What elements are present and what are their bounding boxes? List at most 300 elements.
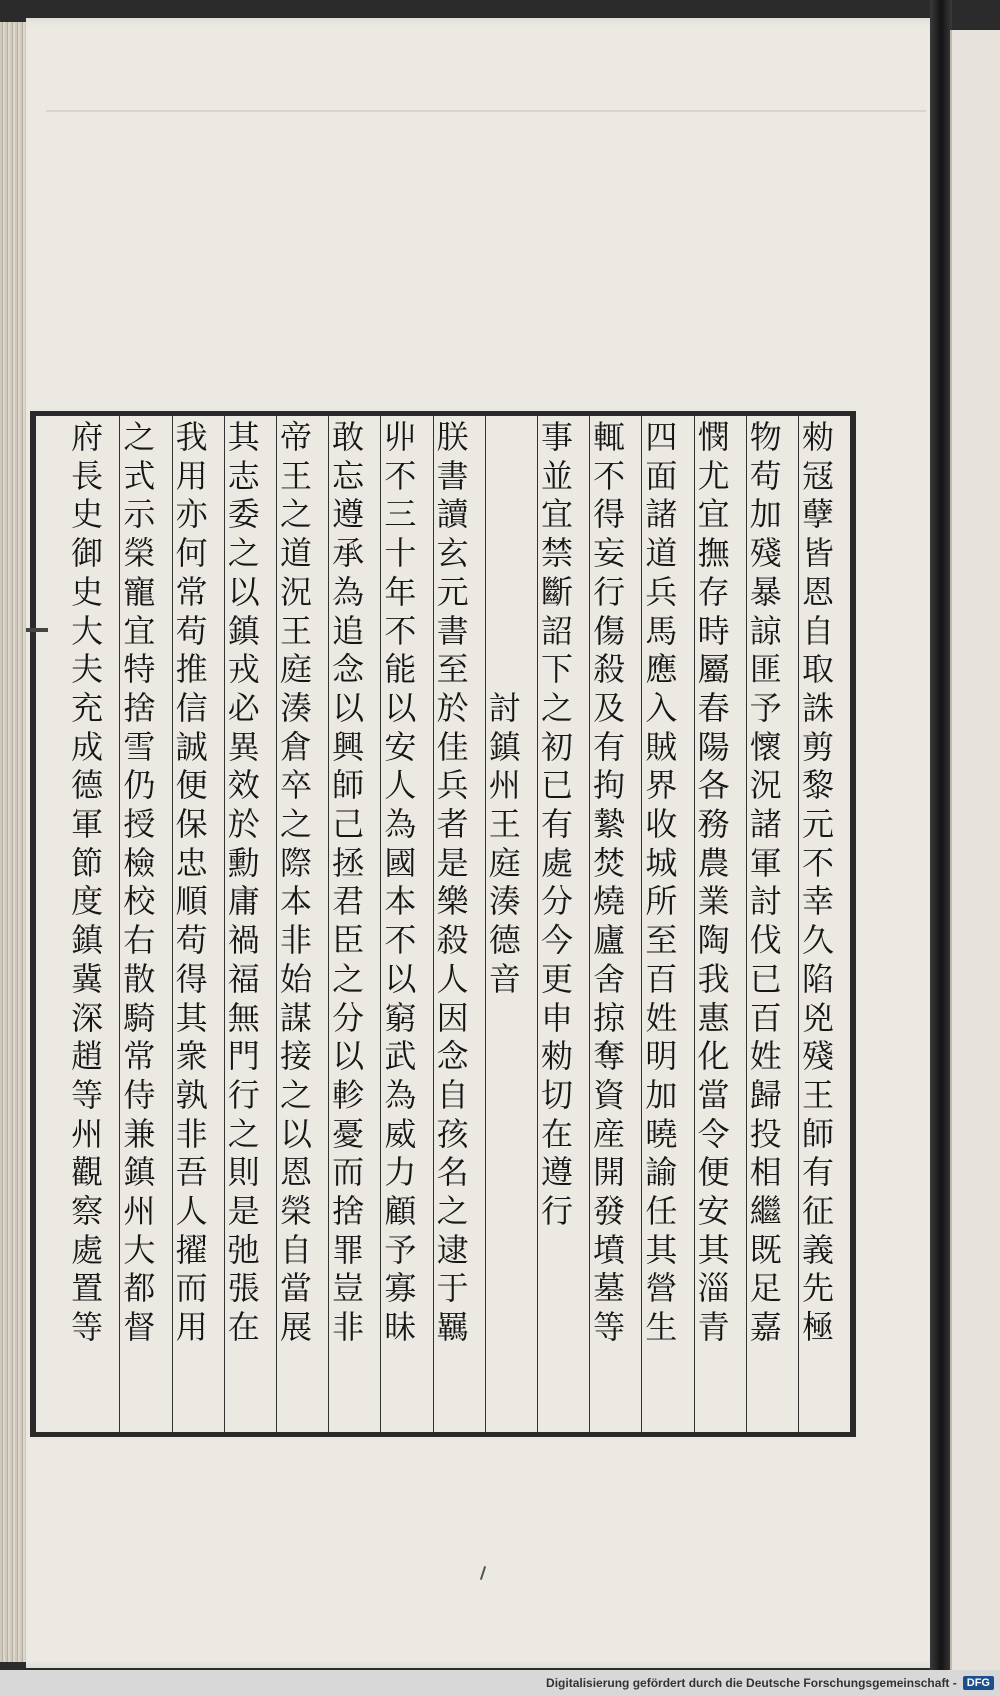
character: 討 (749, 882, 782, 921)
character: 都 (123, 1269, 156, 1308)
character: 事 (540, 418, 573, 456)
character: 王 (279, 611, 312, 650)
character: 奪 (593, 1037, 626, 1076)
character: 戎 (227, 650, 260, 689)
character: 相 (749, 1153, 782, 1192)
character: 威 (384, 1114, 417, 1153)
character: 衆 (175, 1037, 208, 1076)
character: 墓 (593, 1269, 626, 1308)
character: 為 (384, 1075, 417, 1114)
character: 舍 (593, 959, 626, 998)
character: 以 (332, 688, 365, 727)
character: 拯 (332, 843, 365, 882)
character: 得 (593, 495, 626, 534)
character: 陷 (801, 959, 834, 998)
character: 常 (123, 1037, 156, 1076)
character: 孽 (801, 495, 834, 534)
character: 勑 (540, 1037, 573, 1076)
character: 等 (71, 1075, 104, 1114)
character: 信 (175, 688, 208, 727)
character: 不 (593, 456, 626, 495)
character: 十 (384, 534, 417, 573)
character: 因 (436, 998, 469, 1037)
character: 己 (332, 805, 365, 844)
character: 深 (71, 998, 104, 1037)
character: 春 (697, 688, 730, 727)
character: 淄 (697, 1269, 730, 1308)
character: 禁 (540, 534, 573, 573)
character: 用 (175, 1308, 208, 1347)
character: 冦 (801, 456, 834, 495)
character: 門 (227, 1037, 260, 1076)
character: 之 (332, 959, 365, 998)
character: 志 (227, 456, 260, 495)
character: 物 (749, 418, 782, 456)
character: 予 (384, 1230, 417, 1269)
character: 並 (540, 456, 573, 495)
character: 青 (697, 1308, 730, 1347)
character: 羈 (436, 1308, 469, 1347)
character: 庸 (227, 882, 260, 921)
character: 寡 (384, 1269, 417, 1308)
character: 得 (175, 959, 208, 998)
character: 其 (175, 998, 208, 1037)
character: 趙 (71, 1037, 104, 1076)
character: 便 (697, 1153, 730, 1192)
character: 置 (71, 1269, 104, 1308)
character: 道 (279, 534, 312, 573)
character: 惠 (697, 998, 730, 1037)
character: 史 (71, 572, 104, 611)
character: 觀 (71, 1153, 104, 1192)
character: 以 (332, 1037, 365, 1076)
character: 況 (749, 766, 782, 805)
character: 苟 (175, 921, 208, 960)
character: 本 (384, 882, 417, 921)
character: 殘 (749, 534, 782, 573)
character: 大 (123, 1230, 156, 1269)
character: 窮 (384, 998, 417, 1037)
character: 州 (71, 1114, 104, 1153)
character: 於 (227, 805, 260, 844)
character: 則 (227, 1153, 260, 1192)
character: 有 (593, 727, 626, 766)
character: 史 (71, 495, 104, 534)
character: 興 (332, 727, 365, 766)
character: 諸 (645, 495, 678, 534)
character: 異 (227, 727, 260, 766)
text-column (328, 418, 368, 1347)
character: 帝 (279, 418, 312, 456)
character: 佳 (436, 727, 469, 766)
character: 勳 (227, 843, 260, 882)
character: 遵 (540, 1153, 573, 1192)
character: 安 (697, 1192, 730, 1231)
character: 化 (697, 1037, 730, 1076)
character: 於 (436, 688, 469, 727)
character: 廬 (593, 921, 626, 960)
character: 府 (71, 418, 104, 456)
character: 産 (593, 1114, 626, 1153)
character: 況 (279, 572, 312, 611)
character: 明 (645, 1037, 678, 1076)
character: 暴 (749, 572, 782, 611)
character: 之 (123, 418, 156, 456)
character: 常 (175, 572, 208, 611)
character: 示 (123, 495, 156, 534)
character: 軫 (332, 1075, 365, 1114)
character: 元 (436, 572, 469, 611)
character: 授 (123, 805, 156, 844)
text-column (119, 418, 159, 1347)
text-column (641, 418, 681, 1347)
character: 敢 (332, 418, 365, 456)
character: 務 (697, 805, 730, 844)
character: 追 (332, 611, 365, 650)
character: 極 (801, 1308, 834, 1347)
character: 所 (645, 882, 678, 921)
character: 禍 (227, 921, 260, 960)
character: 本 (279, 882, 312, 921)
character: 誠 (175, 727, 208, 766)
character: 以 (279, 1114, 312, 1153)
character: 接 (279, 1037, 312, 1076)
character: 分 (332, 998, 365, 1037)
character: 丱 (384, 418, 417, 456)
character: 必 (227, 688, 260, 727)
character: 念 (436, 1037, 469, 1076)
character: 之 (279, 805, 312, 844)
text-column (224, 418, 264, 1347)
character: 騎 (123, 998, 156, 1037)
character: 自 (436, 1075, 469, 1114)
character: 展 (279, 1308, 312, 1347)
character: 名 (436, 1153, 469, 1192)
character: 者 (436, 805, 469, 844)
character: 之 (279, 495, 312, 534)
character: 元 (801, 805, 834, 844)
character: 軍 (749, 843, 782, 882)
character: 其 (227, 418, 260, 456)
character: 德 (71, 766, 104, 805)
character: 其 (697, 1230, 730, 1269)
character: 殺 (593, 650, 626, 689)
character: 國 (384, 843, 417, 882)
character: 城 (645, 843, 678, 882)
character: 張 (227, 1269, 260, 1308)
character: 而 (175, 1269, 208, 1308)
character: 是 (227, 1192, 260, 1231)
character: 效 (227, 766, 260, 805)
character: 不 (384, 456, 417, 495)
character: 忘 (332, 456, 365, 495)
character: 道 (645, 534, 678, 573)
character: 是 (436, 843, 469, 882)
character: 有 (540, 805, 573, 844)
character: 之 (227, 534, 260, 573)
character: 掠 (593, 998, 626, 1037)
character: 已 (749, 959, 782, 998)
character: 匪 (749, 650, 782, 689)
character: 恩 (801, 572, 834, 611)
character: 征 (801, 1192, 834, 1231)
character: 已 (540, 766, 573, 805)
character: 誅 (801, 688, 834, 727)
character: 始 (279, 959, 312, 998)
character: 百 (645, 959, 678, 998)
character: 賊 (645, 727, 678, 766)
character: 承 (332, 534, 365, 573)
character: 足 (749, 1269, 782, 1308)
character: 令 (697, 1114, 730, 1153)
character: 姓 (749, 1037, 782, 1076)
character: 行 (227, 1075, 260, 1114)
character: 侍 (123, 1075, 156, 1114)
character: 切 (540, 1075, 573, 1114)
character: 界 (645, 766, 678, 805)
character: 時 (697, 611, 730, 650)
character: 姓 (645, 998, 678, 1037)
character: 陽 (697, 727, 730, 766)
character: 擢 (175, 1230, 208, 1269)
character: 至 (436, 650, 469, 689)
character: 鎮 (71, 921, 104, 960)
character: 加 (645, 1075, 678, 1114)
character: 諭 (645, 1153, 678, 1192)
character: 人 (436, 959, 469, 998)
character: 嘉 (749, 1308, 782, 1347)
character: 昧 (384, 1308, 417, 1347)
character: 大 (71, 611, 104, 650)
facing-page-edge (950, 30, 1000, 1670)
character: 御 (71, 534, 104, 573)
footer-credit: Digitalisierung gefördert durch die Deutsche Forschungsgemeinschaft - (546, 1676, 957, 1690)
text-column (694, 418, 734, 1347)
character: 及 (593, 688, 626, 727)
character: 我 (175, 418, 208, 456)
character: 申 (540, 998, 573, 1037)
character: 宜 (123, 611, 156, 650)
character: 仍 (123, 766, 156, 805)
character: 王 (488, 805, 521, 843)
character: 顧 (384, 1192, 417, 1231)
character: 之 (540, 688, 573, 727)
character: 王 (801, 1075, 834, 1114)
character: 軍 (71, 805, 104, 844)
character: 勑 (801, 418, 834, 456)
character: 自 (801, 611, 834, 650)
text-column (589, 418, 629, 1347)
character: 曉 (645, 1114, 678, 1153)
character: 式 (123, 456, 156, 495)
text-column (485, 689, 525, 999)
character: 憂 (332, 1114, 365, 1153)
character: 焚 (593, 843, 626, 882)
character: 右 (123, 921, 156, 960)
character: 逮 (436, 1230, 469, 1269)
character: 能 (384, 650, 417, 689)
character: 音 (488, 959, 521, 998)
text-column (67, 418, 107, 1347)
character: 剪 (801, 727, 834, 766)
character: 恩 (279, 1153, 312, 1192)
character: 節 (71, 843, 104, 882)
character: 非 (332, 1308, 365, 1347)
character: 初 (540, 727, 573, 766)
character: 捨 (332, 1192, 365, 1231)
character: 至 (645, 921, 678, 960)
character: 無 (227, 998, 260, 1037)
character: 不 (384, 921, 417, 960)
character: 謀 (279, 998, 312, 1037)
character: 尤 (697, 456, 730, 495)
character: 殺 (436, 921, 469, 960)
text-column (433, 418, 473, 1347)
character: 我 (697, 959, 730, 998)
character: 先 (801, 1269, 834, 1308)
character: 開 (593, 1153, 626, 1192)
character: 朕 (436, 418, 469, 456)
character: 宜 (540, 495, 573, 534)
footer-bar (0, 1670, 1000, 1696)
character: 安 (384, 727, 417, 766)
character: 庭 (279, 650, 312, 689)
text-column (746, 418, 786, 1347)
character: 之 (279, 1075, 312, 1114)
character: 當 (697, 1075, 730, 1114)
character: 憫 (697, 418, 730, 456)
character: 資 (593, 1075, 626, 1114)
character: 行 (593, 572, 626, 611)
character: 其 (645, 1230, 678, 1269)
character: 夫 (71, 650, 104, 689)
character: 冀 (71, 959, 104, 998)
character: 州 (488, 766, 521, 805)
character: 伐 (749, 921, 782, 960)
character: 傷 (593, 611, 626, 650)
character: 收 (645, 805, 678, 844)
character: 兼 (123, 1114, 156, 1153)
character: 下 (540, 650, 573, 689)
character: 便 (175, 766, 208, 805)
character: 際 (279, 843, 312, 882)
character: 懷 (749, 727, 782, 766)
character: 州 (123, 1192, 156, 1231)
character: 取 (801, 650, 834, 689)
character: 人 (175, 1192, 208, 1231)
character: 兇 (801, 998, 834, 1037)
character: 亦 (175, 495, 208, 534)
character: 為 (384, 805, 417, 844)
character: 散 (123, 959, 156, 998)
character: 分 (540, 882, 573, 921)
character: 面 (645, 456, 678, 495)
character: 黎 (801, 766, 834, 805)
character: 各 (697, 766, 730, 805)
character: 宜 (697, 495, 730, 534)
character: 校 (123, 882, 156, 921)
character: 寵 (123, 572, 156, 611)
character: 諒 (749, 611, 782, 650)
text-column (172, 418, 212, 1347)
character: 發 (593, 1192, 626, 1231)
character: 妄 (593, 534, 626, 573)
character: 之 (436, 1192, 469, 1231)
character: 遵 (332, 495, 365, 534)
character: 于 (436, 1269, 469, 1308)
character: 弛 (227, 1230, 260, 1269)
book-gutter (930, 0, 952, 1696)
character: 久 (801, 921, 834, 960)
character: 斷 (540, 572, 573, 611)
character: 以 (384, 688, 417, 727)
character: 苟 (749, 456, 782, 495)
character: 在 (540, 1114, 573, 1153)
character: 今 (540, 921, 573, 960)
character: 力 (384, 1153, 417, 1192)
character: 湊 (279, 688, 312, 727)
character: 四 (645, 418, 678, 456)
character: 武 (384, 1037, 417, 1076)
character: 討 (488, 688, 521, 727)
character: 師 (332, 766, 365, 805)
character: 義 (801, 1230, 834, 1269)
character: 在 (227, 1308, 260, 1347)
character: 罪 (332, 1230, 365, 1269)
character: 為 (332, 572, 365, 611)
character: 燒 (593, 882, 626, 921)
text-column (537, 418, 577, 1231)
character: 充 (71, 688, 104, 727)
character: 鎮 (488, 727, 521, 766)
character: 保 (175, 805, 208, 844)
character: 當 (279, 1269, 312, 1308)
character: 鎮 (123, 1153, 156, 1192)
character: 庭 (488, 843, 521, 882)
character: 非 (279, 921, 312, 960)
character: 不 (384, 611, 417, 650)
character: 雪 (123, 727, 156, 766)
character: 孩 (436, 1114, 469, 1153)
character: 孰 (175, 1075, 208, 1114)
character: 鎮 (227, 611, 260, 650)
character: 捨 (123, 688, 156, 727)
character: 詔 (540, 611, 573, 650)
character: 察 (71, 1192, 104, 1231)
character: 既 (749, 1230, 782, 1269)
text-column (798, 418, 838, 1347)
character: 入 (645, 688, 678, 727)
page-crease (46, 110, 926, 112)
character: 何 (175, 534, 208, 573)
character: 順 (175, 882, 208, 921)
character: 縶 (593, 805, 626, 844)
character: 更 (540, 959, 573, 998)
character: 不 (801, 843, 834, 882)
character: 撫 (697, 534, 730, 573)
character: 繼 (749, 1192, 782, 1231)
character: 委 (227, 495, 260, 534)
character: 兵 (645, 572, 678, 611)
character: 吾 (175, 1153, 208, 1192)
character: 君 (332, 882, 365, 921)
character: 成 (71, 727, 104, 766)
character: 農 (697, 843, 730, 882)
character: 馬 (645, 611, 678, 650)
character: 營 (645, 1269, 678, 1308)
character: 以 (384, 959, 417, 998)
character: 書 (436, 456, 469, 495)
